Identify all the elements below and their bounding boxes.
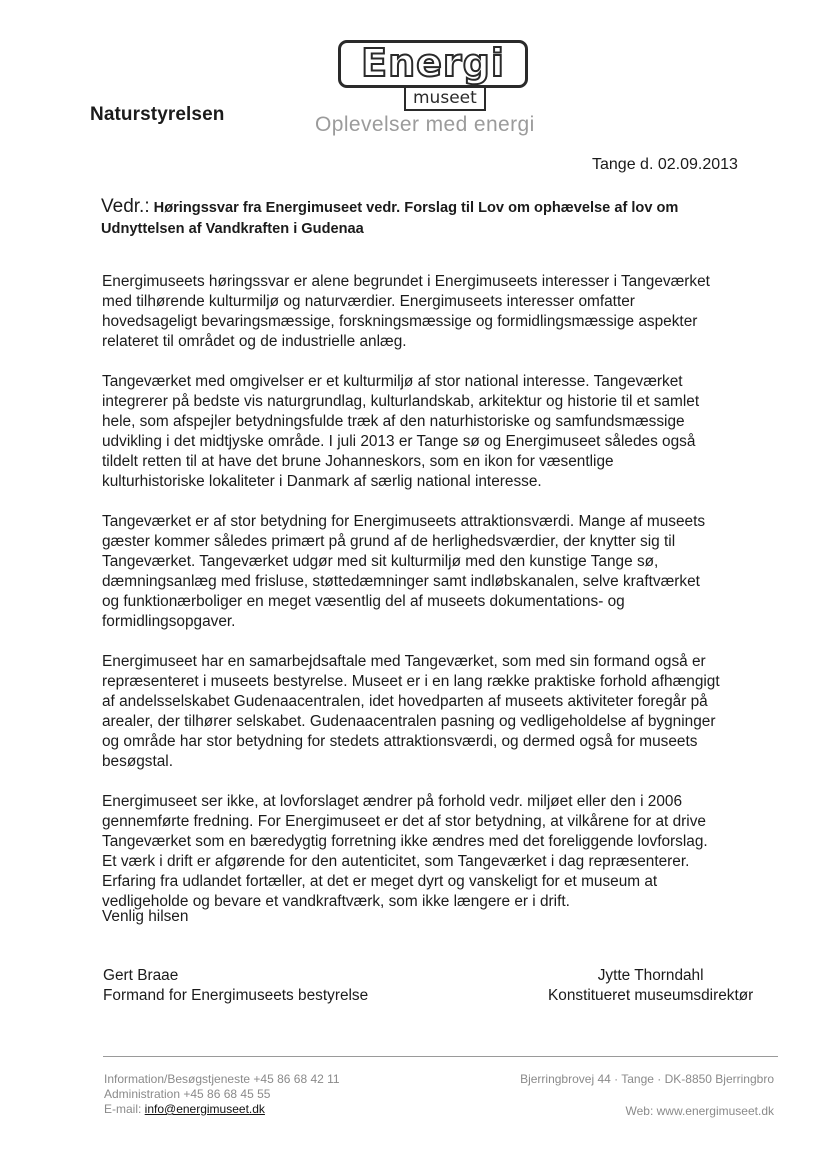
closing-greeting: Venlig hilsen bbox=[102, 908, 189, 925]
footer-website: Web: www.energimuseet.dk bbox=[625, 1104, 774, 1118]
footer-divider bbox=[103, 1056, 778, 1057]
body-line: gennemførte fredning. For Energimuseet er det af stor betydning, at vilkårene for at drive bbox=[102, 813, 706, 830]
body-line: udvikling i det midtjyske område. I juli 2013 er Tange sø og Energimuseet således også bbox=[102, 433, 696, 450]
subject-line-2: Udnyttelsen af Vandkraften i Gudenaa bbox=[101, 221, 364, 237]
body-line: Erfaring fra udlandet fortæller, at det er meget dyrt og vanskeligt for et museum at bbox=[102, 873, 658, 890]
letter-body bbox=[102, 272, 792, 932]
body-line: besøgstal. bbox=[102, 753, 174, 770]
footer-address: Bjerringbrovej 44 · Tange · DK-8850 Bjerringbro bbox=[520, 1072, 774, 1086]
logo-word: Energi bbox=[361, 41, 505, 85]
signatory-title: Konstitueret museumsdirektør bbox=[548, 987, 754, 1004]
email-label: E-mail: bbox=[104, 1102, 145, 1116]
signatory-title: Formand for Energimuseets bestyrelse bbox=[103, 987, 369, 1004]
subject-prefix: Vedr.: bbox=[101, 196, 150, 217]
body-line: gæster kommer således primært på grund af de herlighedsværdier, der knytter sig til bbox=[102, 533, 676, 550]
body-line: kulturhistoriske lokaliteter i Danmark af særlig national interesse. bbox=[102, 473, 542, 490]
body-line: arealer, der tilhører selskabet. Gudenaacentralen pasning og vedligeholdelse af bygninger bbox=[102, 713, 716, 730]
body-line: hovedsageligt bevaringsmæssige, forskningsmæssige og formidlingsmæssige aspekter bbox=[102, 313, 698, 330]
logo-subtitle: museet bbox=[404, 86, 486, 111]
paragraph-5 bbox=[102, 792, 792, 912]
body-line: Energimuseets høringssvar er alene begrundet i Energimuseets interesser i Tangeværket bbox=[102, 273, 710, 290]
body-line: hele, som afspejler betydningsfulde træk af den naturhistoriske og samfundsmæssige bbox=[102, 413, 685, 430]
email-link[interactable]: info@energimuseet.dk bbox=[144, 1102, 265, 1116]
body-line: vedligeholde og bevare et vandkraftværk, som ikke længere er i drift. bbox=[102, 893, 570, 910]
body-line: Tangeværket. Tangeværket udgør med sit kulturmiljø med den kunstige Tange sø, bbox=[102, 553, 659, 570]
logo-tagline: Oplevelser med energi bbox=[315, 113, 535, 136]
body-line: Tangeværket med omgivelser er et kulturmiljø af stor national interesse. Tangeværket bbox=[102, 373, 683, 390]
paragraph-2 bbox=[102, 372, 792, 492]
body-line: Energimuseet har en samarbejdsaftale med Tangeværket, som med sin formand også er bbox=[102, 653, 706, 670]
footer-contact bbox=[104, 1072, 340, 1117]
letter-subject bbox=[101, 196, 781, 240]
paragraph-1 bbox=[102, 272, 792, 352]
letter-date: Tange d. 02.09.2013 bbox=[592, 156, 738, 173]
subject-line-1: Høringssvar fra Energimuseet vedr. Forslag til Lov om ophævelse af lov om bbox=[153, 200, 679, 216]
footer-info-phone: Information/Besøgstjeneste +45 86 68 42 11 bbox=[104, 1072, 340, 1086]
body-line: af andelsselskabet Gudenaacentralen, idet hovedparten af museets aktiviteter foregår på bbox=[102, 693, 708, 710]
signatory-name: Jytte Thorndahl bbox=[597, 967, 704, 984]
logo-frame bbox=[338, 40, 528, 88]
body-line: Tangeværket som en bæredygtig forretning ikke ændres med det foreliggende lovforslag. bbox=[102, 833, 708, 850]
body-line: integrerer på bedste vis naturgrundlag, kulturlandskab, arkitektur og historie til et samlet bbox=[102, 393, 700, 410]
body-line: repræsenteret i museets bestyrelse. Museet er i en lang række praktiske forhold afhængigt bbox=[102, 673, 720, 690]
energimuseet-logo bbox=[338, 40, 534, 112]
body-line: Energimuseet ser ikke, at lovforslaget ændrer på forhold vedr. miljøet eller den i 2006 bbox=[102, 793, 683, 810]
recipient-name: Naturstyrelsen bbox=[90, 104, 225, 125]
body-line: og funktionærboliger en meget væsentlig del af museets dokumentations- og bbox=[102, 593, 625, 610]
body-line: Tangeværket er af stor betydning for Energimuseets attraktionsværdi. Mange af museets bbox=[102, 513, 706, 530]
signatory-name: Gert Braae bbox=[103, 967, 179, 984]
body-line: tildelt retten til at have det brune Johanneskors, som en ikon for væsentlige bbox=[102, 453, 614, 470]
body-line: dæmningsanlæg med frisluse, støttedæmninger samt indløbskanalen, selve kraftværket bbox=[102, 573, 700, 590]
paragraph-3 bbox=[102, 512, 792, 632]
paragraph-4 bbox=[102, 652, 792, 772]
body-line: og område har stor betydning for stedets attraktionsværdi, og dermed også for museets bbox=[102, 733, 698, 750]
body-line: Et værk i drift er afgørende for den autenticitet, som Tangeværket i dag repræsenterer. bbox=[102, 853, 690, 870]
footer-admin-phone: Administration +45 86 68 45 55 bbox=[104, 1087, 271, 1101]
signature-right bbox=[548, 966, 753, 1006]
body-line: med tilhørende kulturmiljø og naturværdier. Energimuseets interesser omfatter bbox=[102, 293, 635, 310]
signature-left bbox=[103, 966, 368, 1006]
body-line: formidlingsopgaver. bbox=[102, 613, 236, 630]
body-line: relateret til området og de industrielle anlæg. bbox=[102, 333, 407, 350]
